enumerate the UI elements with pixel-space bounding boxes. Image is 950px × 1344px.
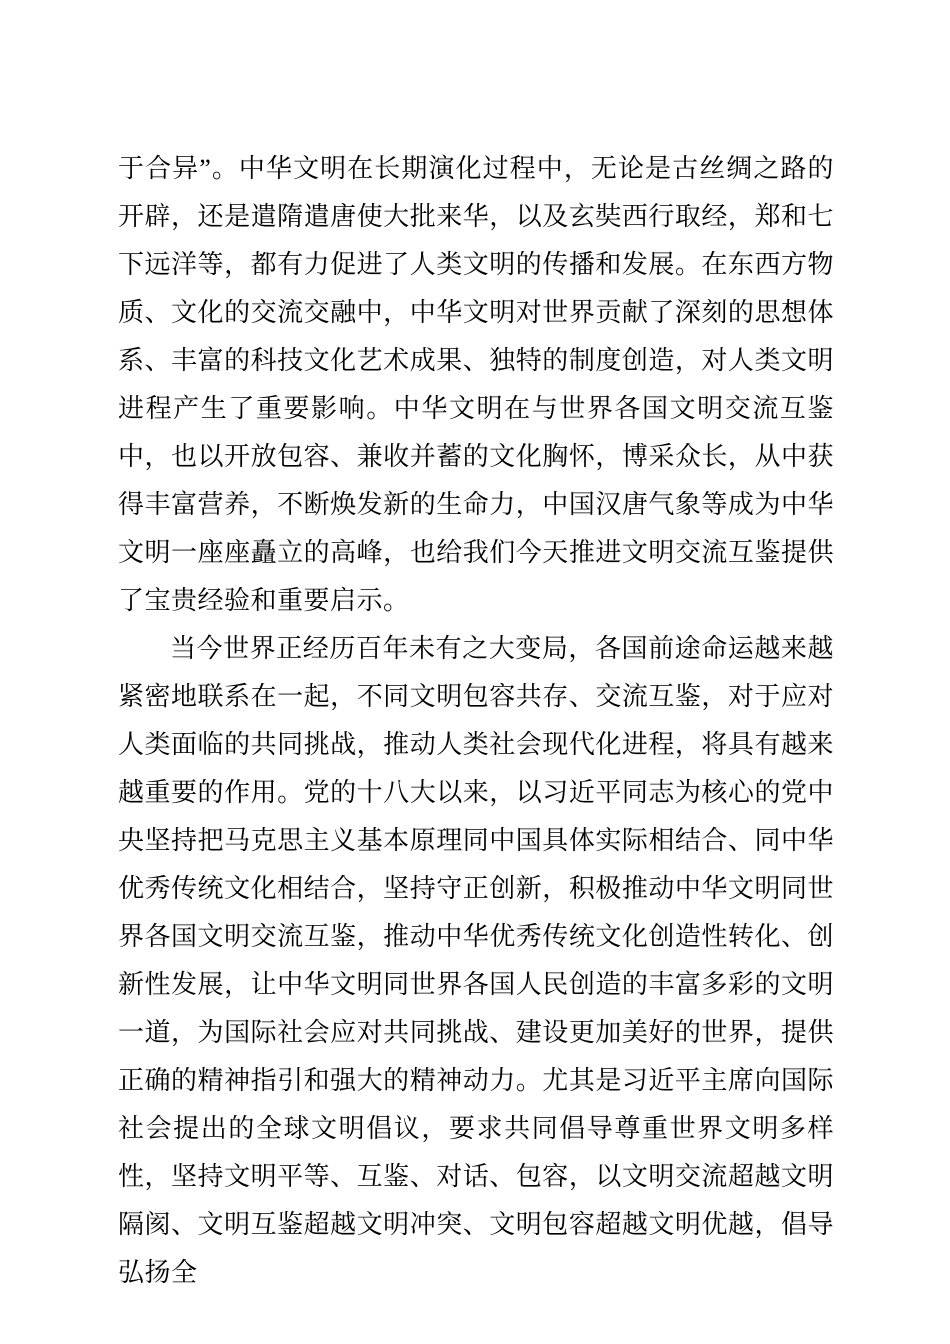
document-text-block bbox=[118, 145, 834, 1297]
paragraph-continuation: 于合异”。中华文明在长期演化过程中，无论是古丝绸之路的开辟，还是遣隋遣唐使大批来华，以及玄奘西行取经，郑和七下远洋等，都有力促进了人类文明的传播和发展。在东西方物质、文化的交流交融中，中华文明对世界贡献了深刻的思想体系、丰富的科技文化艺术成果、独特的制度创造，对人类文明进程产生了重要影响。中华文明在与世界各国文明交流互鉴中，也以开放包容、兼收并蓄的文化胸怀，博采众长，从中获得丰富营养，不断焕发新的生命力，中国汉唐气象等成为中华文明一座座矗立的高峰，也给我们今天推进文明交流互鉴提供了宝贵经验和重要启示。 bbox=[118, 154, 834, 615]
paragraph-body: 当今世界正经历百年未有之大变局，各国前途命运越来越紧密地联系在一起，不同文明包容共存、交流互鉴，对于应对人类面临的共同挑战，推动人类社会现代化进程，将具有越来越重要的作用。党的十八大以来，以习近平同志为核心的党中央坚持把马克思主义基本原理同中国具体实际相结合、同中华优秀传统文化相结合，坚持守正创新，积极推动中华文明同世界各国文明交流互鉴，推动中华优秀传统文化创造性转化、创新性发展，让中华文明同世界各国人民创造的丰富多彩的文明一道，为国际社会应对共同挑战、建设更加美好的世界，提供正确的精神指引和强大的精神动力。尤其是习近平主席向国际社会提出的全球文明倡议，要求共同倡导尊重世界文明多样性，坚持文明平等、互鉴、对话、包容，以文明交流超越文明隔阂、文明互鉴超越文明冲突、文明包容超越文明优越，倡导弘扬全 bbox=[118, 634, 834, 1287]
